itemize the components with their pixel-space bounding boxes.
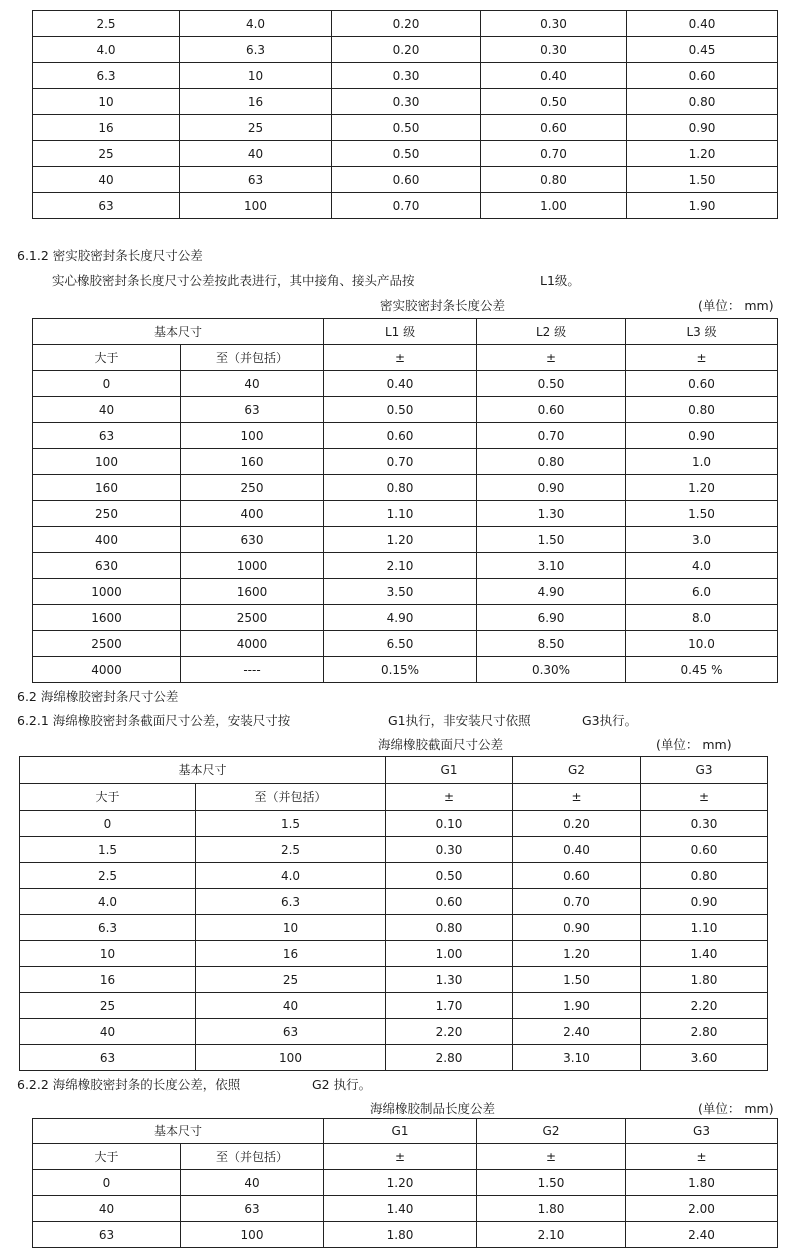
table-row (33, 1222, 778, 1248)
table-row (20, 915, 768, 941)
table-cell: 40 (180, 141, 332, 167)
table-cell: 0.30 (386, 837, 513, 863)
table-cell: 63 (181, 397, 324, 423)
table-cell: 2.80 (641, 1019, 768, 1045)
table-cell: 100 (181, 423, 324, 449)
table-header-row (33, 1119, 778, 1144)
table-cell: 0.90 (513, 915, 641, 941)
section-heading-6-2-2: 6.2.2 海绵橡胶密封条的长度公差，依照 (17, 1077, 241, 1092)
table-cell: 4.90 (324, 605, 477, 631)
table-row (33, 371, 778, 397)
header-basic-size: 基本尺寸 (20, 757, 386, 784)
table-cell: 63 (33, 423, 181, 449)
header-plus-minus: ± (641, 784, 768, 811)
table-cell: 40 (196, 993, 386, 1019)
table-sponge-section-tolerance (19, 756, 768, 1071)
table-cell: 2.5 (196, 837, 386, 863)
table-cell: 0.40 (627, 11, 778, 37)
table-cell: 4000 (33, 657, 181, 683)
table-cell: ---- (181, 657, 324, 683)
table-cell: 6.3 (196, 889, 386, 915)
table-cell: 40 (33, 397, 181, 423)
table-cell: 250 (33, 501, 181, 527)
table-header-row (20, 784, 768, 811)
table-cell: 2.20 (641, 993, 768, 1019)
table-cell: 16 (180, 89, 332, 115)
table-cell: 40 (20, 1019, 196, 1045)
section-heading-6-2-1-mid: G1执行，非安装尺寸依照 (388, 713, 531, 728)
table-cell: 1.90 (513, 993, 641, 1019)
section-heading-6-2: 6.2 海绵橡胶密封条尺寸公差 (17, 689, 179, 704)
table-cell: 1.00 (386, 941, 513, 967)
table-row (20, 1045, 768, 1071)
table-row (33, 475, 778, 501)
table-cell: 1.80 (641, 967, 768, 993)
table-row (33, 167, 778, 193)
header-grade-3: G3 (626, 1119, 778, 1144)
table-cell: 6.3 (180, 37, 332, 63)
table-row (33, 631, 778, 657)
section-heading-6-2-1: 6.2.1 海绵橡胶密封条截面尺寸公差，安装尺寸按 (17, 713, 291, 728)
table-cell: 2500 (33, 631, 181, 657)
table-row (33, 501, 778, 527)
table-cell: 1.80 (324, 1222, 477, 1248)
table-sponge-length-tolerance (32, 1118, 778, 1248)
table-cell: 0 (33, 1170, 181, 1196)
table-cell: 16 (33, 115, 180, 141)
header-basic-size: 基本尺寸 (33, 319, 324, 345)
table-cell: 3.60 (641, 1045, 768, 1071)
unit-label: (单位： mm) (698, 298, 774, 313)
table-cell: 1.50 (626, 501, 778, 527)
table-cell: 1.20 (324, 527, 477, 553)
table-cell: 400 (33, 527, 181, 553)
table-cell: 0.90 (626, 423, 778, 449)
section-heading-6-2-2-end: G2 执行。 (312, 1077, 372, 1092)
table-row (33, 605, 778, 631)
table-cell: 0.45 % (626, 657, 778, 683)
table-row (20, 837, 768, 863)
header-plus-minus: ± (626, 345, 778, 371)
table-cell: 0.50 (332, 141, 481, 167)
header-greater-than: 大于 (33, 345, 181, 371)
table-cell: 1.50 (627, 167, 778, 193)
table-row (33, 579, 778, 605)
paragraph-6-1-2-text: 实心橡胶密封条长度尺寸公差按此表进行，其中接角、接头产品按 (52, 273, 415, 288)
header-plus-minus: ± (386, 784, 513, 811)
table-row (33, 141, 778, 167)
table-cell: 4.0 (33, 37, 180, 63)
table-cell: 2.5 (20, 863, 196, 889)
table-cell: 40 (181, 371, 324, 397)
table-row (20, 1019, 768, 1045)
table-cell: 1.30 (477, 501, 626, 527)
table-cell: 0.60 (513, 863, 641, 889)
table-cell: 0.30% (477, 657, 626, 683)
table-cell: 100 (196, 1045, 386, 1071)
table-cell: 2.5 (33, 11, 180, 37)
table-row (33, 657, 778, 683)
table-cell: 630 (33, 553, 181, 579)
table-cell: 16 (20, 967, 196, 993)
table-cell: 3.0 (626, 527, 778, 553)
table-cell: 10 (196, 915, 386, 941)
table-cell: 1.20 (627, 141, 778, 167)
table-cell: 1.20 (513, 941, 641, 967)
table-cell: 1.5 (196, 811, 386, 837)
table-cell: 0.60 (627, 63, 778, 89)
header-greater-than: 大于 (33, 1144, 181, 1170)
header-grade-2: G2 (477, 1119, 626, 1144)
table-cell: 4.90 (477, 579, 626, 605)
table-header-row (33, 345, 778, 371)
table-cell: 0.40 (481, 63, 627, 89)
table-cell: 160 (181, 449, 324, 475)
table-row (20, 941, 768, 967)
table-cell: 0.80 (386, 915, 513, 941)
table-cell: 0.20 (332, 37, 481, 63)
table-row (33, 423, 778, 449)
table-cell: 0.80 (627, 89, 778, 115)
header-up-to-inclusive: 至（并包括） (181, 1144, 324, 1170)
table-cell: 0.20 (513, 811, 641, 837)
table-cell: 0.70 (332, 193, 481, 219)
table-solid-length-tolerance (32, 318, 778, 683)
table-cell: 100 (180, 193, 332, 219)
header-basic-size: 基本尺寸 (33, 1119, 324, 1144)
table-cell: 1600 (181, 579, 324, 605)
table-cell: 40 (33, 1196, 181, 1222)
table-cell: 0.60 (481, 115, 627, 141)
table-cell: 0.90 (477, 475, 626, 501)
table-cell: 25 (20, 993, 196, 1019)
table-cell: 0.80 (641, 863, 768, 889)
table-cell: 1.0 (626, 449, 778, 475)
table-cell: 63 (180, 167, 332, 193)
table-cell: 0.80 (477, 449, 626, 475)
table-cell: 2.20 (386, 1019, 513, 1045)
table-cell: 1.70 (386, 993, 513, 1019)
table-cell: 4000 (181, 631, 324, 657)
table-row (33, 449, 778, 475)
table-cell: 0.30 (481, 11, 627, 37)
table-cell: 25 (33, 141, 180, 167)
section-heading-6-1-2: 6.1.2 密实胶密封条长度尺寸公差 (17, 248, 203, 263)
header-grade-3: G3 (641, 757, 768, 784)
table-cell: 0.30 (481, 37, 627, 63)
table-row (33, 11, 778, 37)
table-tolerance-continued (32, 10, 778, 219)
table-cell: 2.10 (324, 553, 477, 579)
header-up-to-inclusive: 至（并包括） (181, 345, 324, 371)
table-cell: 3.10 (513, 1045, 641, 1071)
table-cell: 0.70 (481, 141, 627, 167)
header-grade-2: G2 (513, 757, 641, 784)
table-cell: 1.5 (20, 837, 196, 863)
table-cell: 250 (181, 475, 324, 501)
table-cell: 0.50 (481, 89, 627, 115)
table-row (33, 397, 778, 423)
table-cell: 1.90 (627, 193, 778, 219)
table-cell: 0.45 (627, 37, 778, 63)
table-cell: 40 (181, 1170, 324, 1196)
table-cell: 0 (20, 811, 196, 837)
paragraph-6-1-2-grade: L1级。 (540, 273, 580, 288)
table-cell: 1.50 (477, 1170, 626, 1196)
table-row (33, 115, 778, 141)
table-cell: 160 (33, 475, 181, 501)
table-cell: 0.20 (332, 11, 481, 37)
table-cell: 0.50 (386, 863, 513, 889)
table-cell: 630 (181, 527, 324, 553)
table-cell: 6.90 (477, 605, 626, 631)
header-plus-minus: ± (513, 784, 641, 811)
table-cell: 0.30 (332, 63, 481, 89)
table-cell: 6.3 (33, 63, 180, 89)
table-caption: 海绵橡胶截面尺寸公差 (378, 737, 504, 752)
table-cell: 1.00 (481, 193, 627, 219)
table-cell: 4.0 (626, 553, 778, 579)
header-grade-3: L3 级 (626, 319, 778, 345)
table-cell: 4.0 (196, 863, 386, 889)
table-cell: 0.80 (324, 475, 477, 501)
table-cell: 0.70 (477, 423, 626, 449)
table-cell: 16 (196, 941, 386, 967)
table-cell: 63 (33, 193, 180, 219)
table-cell: 1.80 (477, 1196, 626, 1222)
table-cell: 0.60 (641, 837, 768, 863)
header-plus-minus: ± (477, 1144, 626, 1170)
header-plus-minus: ± (626, 1144, 778, 1170)
table-cell: 0.60 (477, 397, 626, 423)
table-header-row (33, 1144, 778, 1170)
table-cell: 6.3 (20, 915, 196, 941)
table-cell: 3.50 (324, 579, 477, 605)
table-row (33, 553, 778, 579)
table-cell: 63 (181, 1196, 324, 1222)
table-cell: 40 (33, 167, 180, 193)
table-cell: 10 (20, 941, 196, 967)
table-caption: 密实胶密封条长度公差 (380, 298, 506, 313)
table-row (33, 1196, 778, 1222)
table-cell: 10 (33, 89, 180, 115)
table-cell: 0.60 (626, 371, 778, 397)
table-cell: 0.60 (386, 889, 513, 915)
unit-label: (单位： mm) (698, 1101, 774, 1116)
table-header-row (20, 757, 768, 784)
table-cell: 63 (196, 1019, 386, 1045)
table-cell: 0.60 (332, 167, 481, 193)
table-cell: 63 (33, 1222, 181, 1248)
header-greater-than: 大于 (20, 784, 196, 811)
header-grade-1: L1 级 (324, 319, 477, 345)
header-plus-minus: ± (477, 345, 626, 371)
table-row (20, 967, 768, 993)
table-cell: 0.30 (641, 811, 768, 837)
table-header-row (33, 319, 778, 345)
table-row (33, 89, 778, 115)
table-cell: 0.70 (513, 889, 641, 915)
table-cell: 0.80 (481, 167, 627, 193)
table-cell: 0.90 (641, 889, 768, 915)
table-cell: 10.0 (626, 631, 778, 657)
table-cell: 4.0 (20, 889, 196, 915)
table-cell: 1.10 (324, 501, 477, 527)
table-cell: 3.10 (477, 553, 626, 579)
table-cell: 1.20 (324, 1170, 477, 1196)
table-row (33, 1170, 778, 1196)
table-row (33, 193, 778, 219)
table-cell: 1600 (33, 605, 181, 631)
table-cell: 8.0 (626, 605, 778, 631)
table-cell: 6.50 (324, 631, 477, 657)
table-cell: 1000 (33, 579, 181, 605)
table-cell: 0.60 (324, 423, 477, 449)
table-cell: 63 (20, 1045, 196, 1071)
table-row (20, 863, 768, 889)
table-cell: 0.40 (324, 371, 477, 397)
header-grade-2: L2 级 (477, 319, 626, 345)
header-grade-1: G1 (324, 1119, 477, 1144)
table-row (33, 63, 778, 89)
table-cell: 0.50 (332, 115, 481, 141)
table-cell: 0.50 (324, 397, 477, 423)
table-cell: 0 (33, 371, 181, 397)
table-row (33, 527, 778, 553)
header-up-to-inclusive: 至（并包括） (196, 784, 386, 811)
header-plus-minus: ± (324, 345, 477, 371)
table-cell: 8.50 (477, 631, 626, 657)
table-cell: 0.70 (324, 449, 477, 475)
table-cell: 25 (180, 115, 332, 141)
table-cell: 0.15% (324, 657, 477, 683)
table-cell: 1.50 (477, 527, 626, 553)
table-row (20, 889, 768, 915)
table-cell: 4.0 (180, 11, 332, 37)
table-row (33, 37, 778, 63)
section-heading-6-2-1-end: G3执行。 (582, 713, 638, 728)
header-grade-1: G1 (386, 757, 513, 784)
table-cell: 0.40 (513, 837, 641, 863)
table-cell: 2.10 (477, 1222, 626, 1248)
table-cell: 10 (180, 63, 332, 89)
table-cell: 2500 (181, 605, 324, 631)
table-cell: 400 (181, 501, 324, 527)
table-cell: 1.10 (641, 915, 768, 941)
header-plus-minus: ± (324, 1144, 477, 1170)
table-cell: 2.40 (513, 1019, 641, 1045)
table-cell: 0.90 (627, 115, 778, 141)
table-cell: 6.0 (626, 579, 778, 605)
table-cell: 1.20 (626, 475, 778, 501)
table-cell: 1.40 (324, 1196, 477, 1222)
table-cell: 0.30 (332, 89, 481, 115)
table-cell: 0.80 (626, 397, 778, 423)
table-cell: 2.40 (626, 1222, 778, 1248)
table-cell: 1.80 (626, 1170, 778, 1196)
table-caption: 海绵橡胶制品长度公差 (370, 1101, 496, 1116)
table-cell: 100 (181, 1222, 324, 1248)
table-cell: 1.50 (513, 967, 641, 993)
table-cell: 2.00 (626, 1196, 778, 1222)
unit-label: (单位： mm) (656, 737, 732, 752)
table-cell: 1.30 (386, 967, 513, 993)
table-cell: 1000 (181, 553, 324, 579)
table-cell: 100 (33, 449, 181, 475)
table-cell: 25 (196, 967, 386, 993)
table-cell: 0.10 (386, 811, 513, 837)
table-cell: 1.40 (641, 941, 768, 967)
table-cell: 0.50 (477, 371, 626, 397)
table-row (20, 993, 768, 1019)
table-row (20, 811, 768, 837)
table-cell: 2.80 (386, 1045, 513, 1071)
